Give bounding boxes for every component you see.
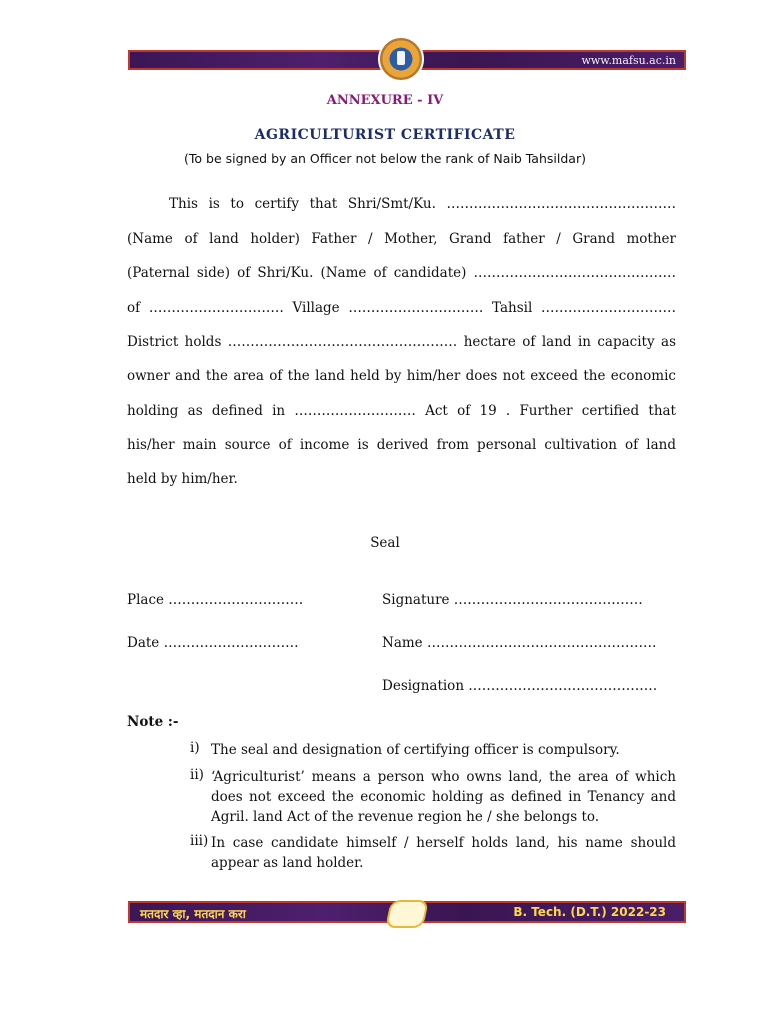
designation-field: Designation ……………………………………	[382, 678, 658, 694]
body-line: owner and the area of the land held by him/her does not exceed the economic	[127, 368, 676, 384]
note-item	[190, 767, 676, 827]
footer-badge-icon	[385, 900, 429, 928]
annexure-label: ANNEXURE - IV	[326, 93, 444, 108]
place-field: Place …………………………	[127, 592, 304, 608]
seal-label: Seal	[370, 535, 400, 551]
name-field: Name ……………………………………………	[382, 635, 657, 651]
signature-field: Signature ……………………………………	[382, 592, 643, 608]
body-line: held by him/her.	[127, 471, 238, 487]
body-line: of ………………………… Village ………………………… Tahsil …………………………	[127, 300, 676, 316]
body-line: This is to certify that Shri/Smt/Ku. ……………………………………………	[169, 196, 676, 212]
date-field: Date …………………………	[127, 635, 299, 651]
note-text: The seal and designation of certifying officer is compulsory.	[211, 742, 620, 758]
note-number: iii)	[190, 833, 209, 849]
note-item	[190, 833, 676, 873]
note-number: ii)	[190, 767, 204, 783]
footer-band	[128, 901, 686, 923]
note-number: i)	[190, 740, 200, 756]
body-line: holding as defined in ……………………… Act of 19 . Further certified that	[127, 403, 676, 419]
body-line: (Paternal side) of Shri/Ku. (Name of candidate) ………………………………………	[127, 265, 676, 281]
website-link[interactable]: www.mafsu.ac.in	[581, 54, 676, 67]
footer-slogan: मतदार व्हा, मतदान करा	[140, 907, 246, 921]
body-line: his/her main source of income is derived from personal cultivation of land	[127, 437, 676, 453]
footer-course: B. Tech. (D.T.) 2022-23	[513, 905, 666, 919]
note-item	[190, 740, 676, 760]
note-label: Note :-	[127, 714, 179, 730]
note-text: ‘Agriculturist’ means a person who owns land, the area of which does not exceed the economic holding as defined in Tenancy and Agril. land Act of the revenue region he / she belongs to.	[211, 769, 676, 825]
university-logo-icon	[378, 36, 424, 82]
page-title: AGRICULTURIST CERTIFICATE	[254, 127, 516, 143]
body-line: (Name of land holder) Father / Mother, Grand father / Grand mother	[127, 231, 676, 247]
note-text: In case candidate himself / herself holds land, his name should appear as land holder.	[211, 835, 676, 871]
page-subtitle: (To be signed by an Officer not below the rank of Naib Tahsildar)	[184, 151, 586, 166]
body-line: District holds …………………………………………… hectare of land in capacity as	[127, 334, 676, 350]
